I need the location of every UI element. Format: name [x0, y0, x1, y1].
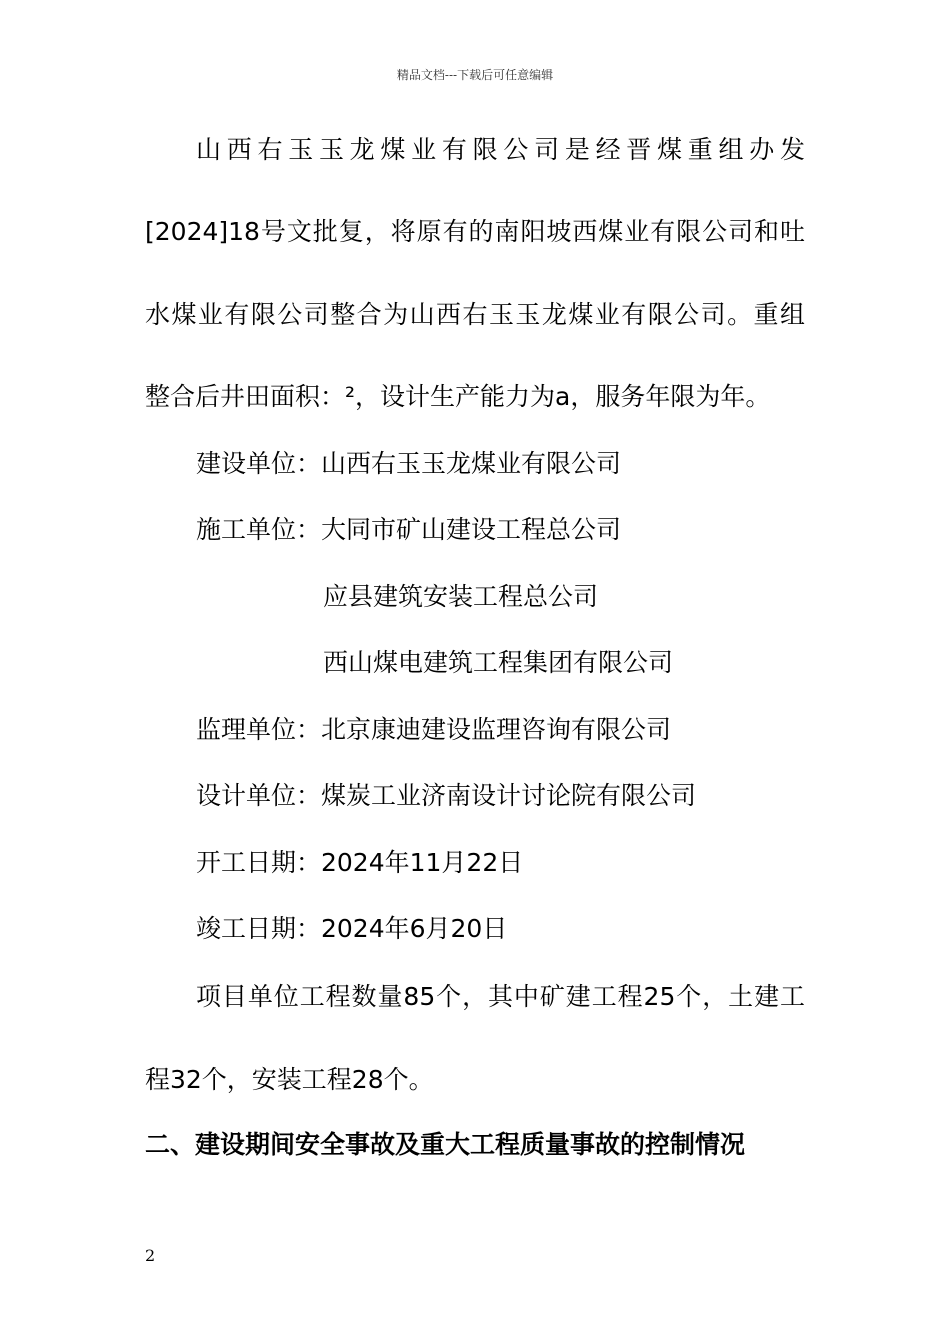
- paragraph-1-line-1: 山西右玉玉龙煤业有限公司是经晋煤重组办发: [196, 135, 805, 164]
- paragraph-1-line-4: 整合后井田面积：²，设计生产能力为a，服务年限为年。: [145, 382, 771, 411]
- designer: 设计单位：煤炭工业济南设计讨论院有限公司: [196, 781, 697, 810]
- page-number: 2: [145, 1246, 156, 1265]
- paragraph-1-line-3: 水煤业有限公司整合为山西右玉玉龙煤业有限公司。重组: [145, 300, 805, 329]
- contractor-3: 西山煤电建筑工程集团有限公司: [323, 648, 674, 677]
- paragraph-2-line-2: 程32个，安装工程28个。: [145, 1065, 434, 1094]
- section-heading: 二、建设期间安全事故及重大工程质量事故的控制情况: [145, 1130, 746, 1159]
- paragraph-2-line-1: 项目单位工程数量85个，其中矿建工程25个，土建工: [196, 982, 805, 1011]
- construction-unit: 建设单位：山西右玉玉龙煤业有限公司: [196, 449, 622, 478]
- paragraph-1-line-2: [2024]18号文批复，将原有的南阳坡西煤业有限公司和吐: [145, 217, 805, 246]
- page-header: 精品文档---下载后可任意编辑: [396, 68, 554, 82]
- completion-date: 竣工日期：2024年6月20日: [196, 914, 508, 943]
- supervisor: 监理单位：北京康迪建设监理咨询有限公司: [196, 715, 672, 744]
- contractor: 施工单位：大同市矿山建设工程总公司: [196, 515, 622, 544]
- start-date: 开工日期：2024年11月22日: [196, 848, 524, 877]
- contractor-2: 应县建筑安装工程总公司: [323, 582, 599, 611]
